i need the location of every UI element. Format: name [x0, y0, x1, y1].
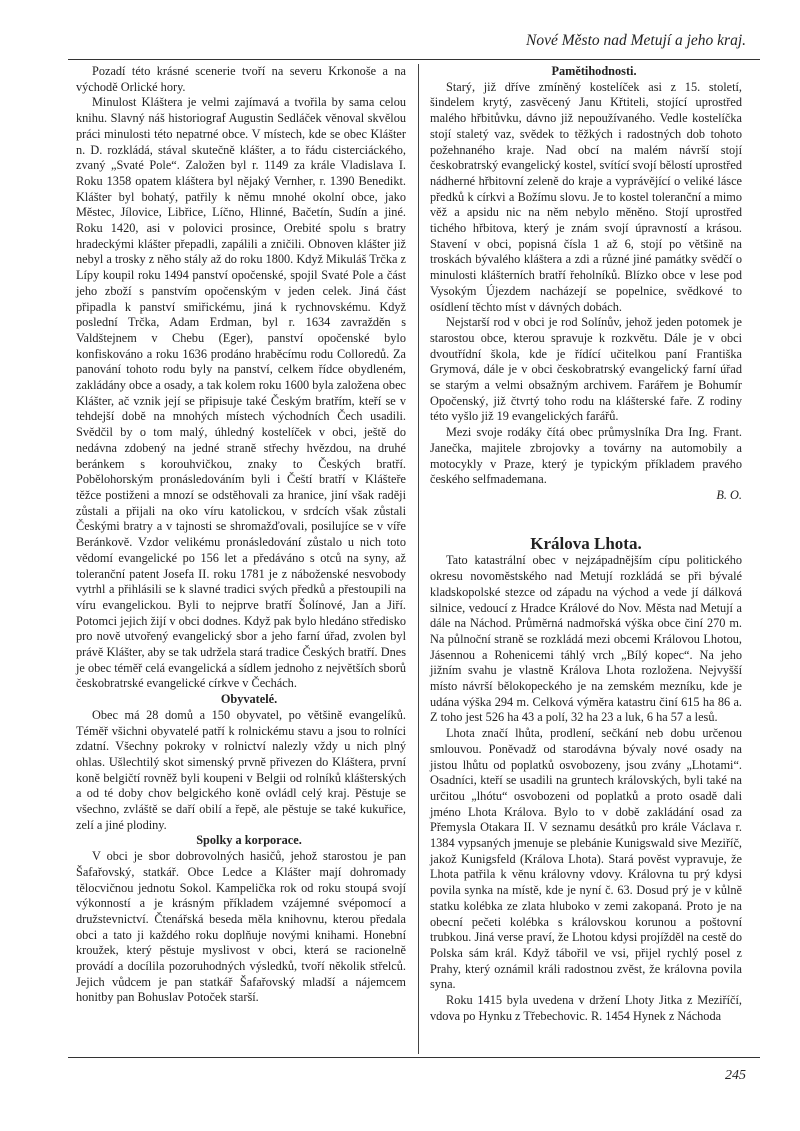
paragraph: Pozadí této krásné scenerie tvoří na severu Krkonoše a na východě Orlické hory.: [76, 64, 406, 94]
chapter-heading-kralova-lhota: Králova Lhota.: [530, 533, 642, 553]
paragraph: Minulost Kláštera je velmi zajímavá a tvořila by sama celou knihu. Slavný náš historiograf Augustin Sedláček věnoval skvělou práci minulosti této nepatrné obce. V místech, kde se obec Klášter n. D. rozkládá, stával skutečně klášter, a to řádu cisterciáckého, zvaný „Svaté Pole“. Založen byl r. 1149 za krále Vladislava I. Roku 1358 opatem kláštera byl nějaký Vernher, r. 1390 Benedikt. Klášter byl bohatý, patřily k němu mnohé okolní obce, jako Městec, Jílovice, Libřice, Líčno, Hlinné, Bačetín, Sudín a jiné. Roku 1420, asi v polovici prosince, Orebité spolu s bratry hradeckými klášter přepadli, zapálili a zničili. Obnoven klášter již nebyl a trosky z něho stály až do roku 1800. Když Mikuláš Trčka z Lípy koupil roku 1494 panství opočenské, spojil Svaté Pole a část jeho zboží s panstvím opočenským v jeden celek. Jiná část připadla k panství smiřickému, jiná k rychnovskému. Když poslední Trčka, Adam Erdman, byl r. 1634 zavražděn s Valdštejnem v Chebu (Eger), panství opočenské bylo konfiskováno a roku 1636 prodáno hraběcímu rodu Colloredů. Za panování tohoto rodu byly na panství, celkem řídce obydleném, zakládány obce a osady, a tak kolem roku 1600 byla založena obec Klášter, ač vznik její se připisuje také Českým bratřím, kteří se v tehdejší době na mnohých místech východních Čech usadili. Svědčil by o tom malý, úhledný kostelíček v obci, ještě do nedávna zdobený na jedné straně střechy hvězdou, na druhé beránkem s korouhvičkou, znaky to Českých bratří. Pobělohorským pronásledováním byli i Čeští bratří v Klášteře těžce postiženi a mnozí se odstěhovali za hranice, jiní však raději zůstali a přijali na oko víru katolickou, v srdcích však zůstali Českými bratry a v tajnosti se shromažďovali, posilujíce se v víře Beránkově. Vzdor velikému pronásledování zůstalo u nich toto vědomí evangelické po 156 let a předáváno s otců na syny, až toleranční patent Josefa II. roku 1781 je z náboženské nesvobody vytrhl a přihlásili se k slavné tradici svých předků a přestoupili na víru evangelickou. Byli to nejprve bratří Šolínové, Jan a Jiří. Potomci jejich žijí v obci dodnes. Když pak bylo hledáno středisko pro nově utvořený evangelický sbor a jeho farní úřad, zvolen byl právě Klášter, aby se tak udržela stará tradice Českých bratří. Dnes je obec téměř celá evangelická a sídlem jednoho z největších sborů českobratrské evangelické církve v Čechách.: [76, 95, 406, 691]
paragraph: Tato katastrální obec v nejzápadnějším cípu politického okresu novoměstského nad Metují rozkládá se při bývalé kladskopolské stezce od západu na východ a vede jí dálková silnice, vedoucí z Hradce Králové do Nov. Města nad Metují a dále na Náchod. Průměrná nadmořská výška obce činí 270 m. Na půlnoční straně se rozkládá mezi obcemi Královou Lhotou, Jásennou a Rohenicemi táhlý vrch „Bílý kopec“. Na jeho jižním svahu je vlastně Králova Lhota rozložena. Nejvyšší místo návrší bělokopeckého je na zemském mezníku, kde je udána výška 294 m. Celková výměra katastru činí 615 ha 86 a. Z toho jest 526 ha 43 a polí, 32 ha 23 a luk, 6 ha 57 a lesů.: [430, 553, 742, 725]
header-rule: [68, 59, 760, 60]
paragraph: Obec má 28 domů a 150 obyvatel, po většině evangelíků. Téměř všichni obyvatelé patří k rolnickému stavu a jsou to rolníci zdatní. Všechny pokroky v rolnictví nalezly vždy u nich plný ohlas. Ušlechtilý skot simenský prvně přivezen do Kláštera, první koně belgičtí rovněž byli koupeni v Belgii od rolníků klášterských a od té doby chov belgického koně ovládl celý kraj. Pěstuje se všechno, zvláště se daří obilí a řepě, ale pěstuje se také kukuřice, zelí a jiné plodiny.: [76, 707, 406, 832]
left-column: [76, 64, 406, 1006]
paragraph: Mezi svoje rodáky čítá obec průmyslníka Dra Ing. Frant. Janečka, majitele zbrojovky a továrny na automobily a motocykly v Praze, který je typickým příkladem pravého českého selfmademana.: [430, 425, 742, 487]
page-number: 245: [725, 1068, 746, 1083]
paragraph: Lhota značí lhůta, prodlení, sečkání neb dobu určenou smlouvou. Poněvadž od starodávna bývaly nové osady na jistou lhůtu od poplatků osvobozeny, jsou zvány „Lhotami“. Osadníci, kteří se usadili na gruntech královských, byli také na určitou „lhótu“ osvobozeni od poplatků a proto osadě dali jméno Lhota Králova. Bylo to v době zakládání osad za Přemysla Otakara II. V seznamu desátků pro krále Václava r. 1384 vypsaných jmenuje se plebánie Kunigswald sive Meziříč, jakož Kunigsfeld (Králova Lhota). Stará pověst vypravuje, že Lhota patřila k věnu královny vdovy. Královna tu prý kdysi povila synka na místě, kde je nyní č. 63. Dosud prý je v kůlně statku kolébka ze zlata hluboko v zemi zakopaná. Proto je na obecní pečeti kolébka s královskou korunou a poštovní trubkou. Jiná verse praví, že Lhotou kdysi projížděl na cestě do Polska sám král. Když tábořil ve vsi, přijel rychlý posel z Prahy, který oznámil králi radostnou zvěst, že královna povila syna.: [430, 726, 742, 992]
paragraph: Nejstarší rod v obci je rod Solínův, jehož jeden potomek je starostou obce, kterou spravuje k rozkvětu. Dále je v obci dvoutřídní škola, kde je řídící učitelkou paní Františka Grymová, dále je v obci českobratrský evangelický farní úřad se starým a velmi obsažným archivem. Farářem je Bohumír Opočenský, již čtvrtý toho rodu na klášterské faře. Z rodiny této vyšlo již 19 evangelických farářů.: [430, 315, 742, 424]
section-heading-pametihodnosti: Pamětihodnosti.: [551, 64, 637, 78]
footer-rule: [68, 1057, 760, 1058]
section-heading-spolky: Spolky a korporace.: [196, 833, 302, 848]
right-column: [430, 64, 742, 1024]
section-heading-obyvatele: Obyvatelé.: [220, 692, 278, 707]
running-header: Nové Město nad Metují a jeho kraj.: [526, 32, 746, 49]
paragraph: Starý, již dříve zmíněný kostelíček asi z 15. století, šindelem krytý, zasvěcený Janu Křtiteli, stojící uprostřed malého hřbitůvku, dávno již nepoužívaného. Vedle kostelíčka stojí staletý vaz, svědek to těžkých i radostných dob tohoto požehnaného kraje. Nad obcí na malém návrší stojí českobratrský evangelický kostel, svítící svojí bělostí uprostřed nádherné hřbitovní zeleně do kraje a vyprávějící o veliké lásce předků k církvi a Božímu slovu. Je to kostel toleranční a mimo věž a apsidu nic na něm nebylo měněno. Stojí uprostřed tichého hřbitova, který je znám svojí úpravností a krásou. Stavení v obci, popisná čísla 1 až 6, stojí po většině na troskách bývalého kláštera a zdi a různé jiné památky svědčí o minulosti klášterních bratří řeholníků. Blízko obce v lese pod Vysokým Újezdem nacházejí se popelnice, svědkové to osídlení těchto míst v dávných dobách.: [430, 79, 742, 314]
paragraph: V obci je sbor dobrovolných hasičů, jehož starostou je pan Šafařovský, statkář. Obce Ledce a Klášter mají dohromady tělocvičnou jednotu Sokol. Kampelička rok od roku stoupá svojí výkonností a je krásným příkladem vzájemné svépomocí a družstevnictví. Čtenářská beseda měla knihovnu, kterou předala obci a tato ji každého roku doplňuje novými knihami. Honební kroužek, který pěstuje myslivost v obci, která se racionelně provádí a docílila pozoruhodných výsledků, tvoří několik střelců. Jejich vůdcem je pan statkář Šafařovský mladší a nájemcem honitby pan Bohuslav Potoček starší.: [76, 849, 406, 1005]
paragraph: Roku 1415 byla uvedena v držení Lhoty Jitka z Meziříčí, vdova po Hynku z Třebechovic. R. 1454 Hynek z Náchoda: [430, 993, 742, 1023]
column-divider: [418, 64, 419, 1054]
author-signature: B. O.: [716, 487, 742, 502]
